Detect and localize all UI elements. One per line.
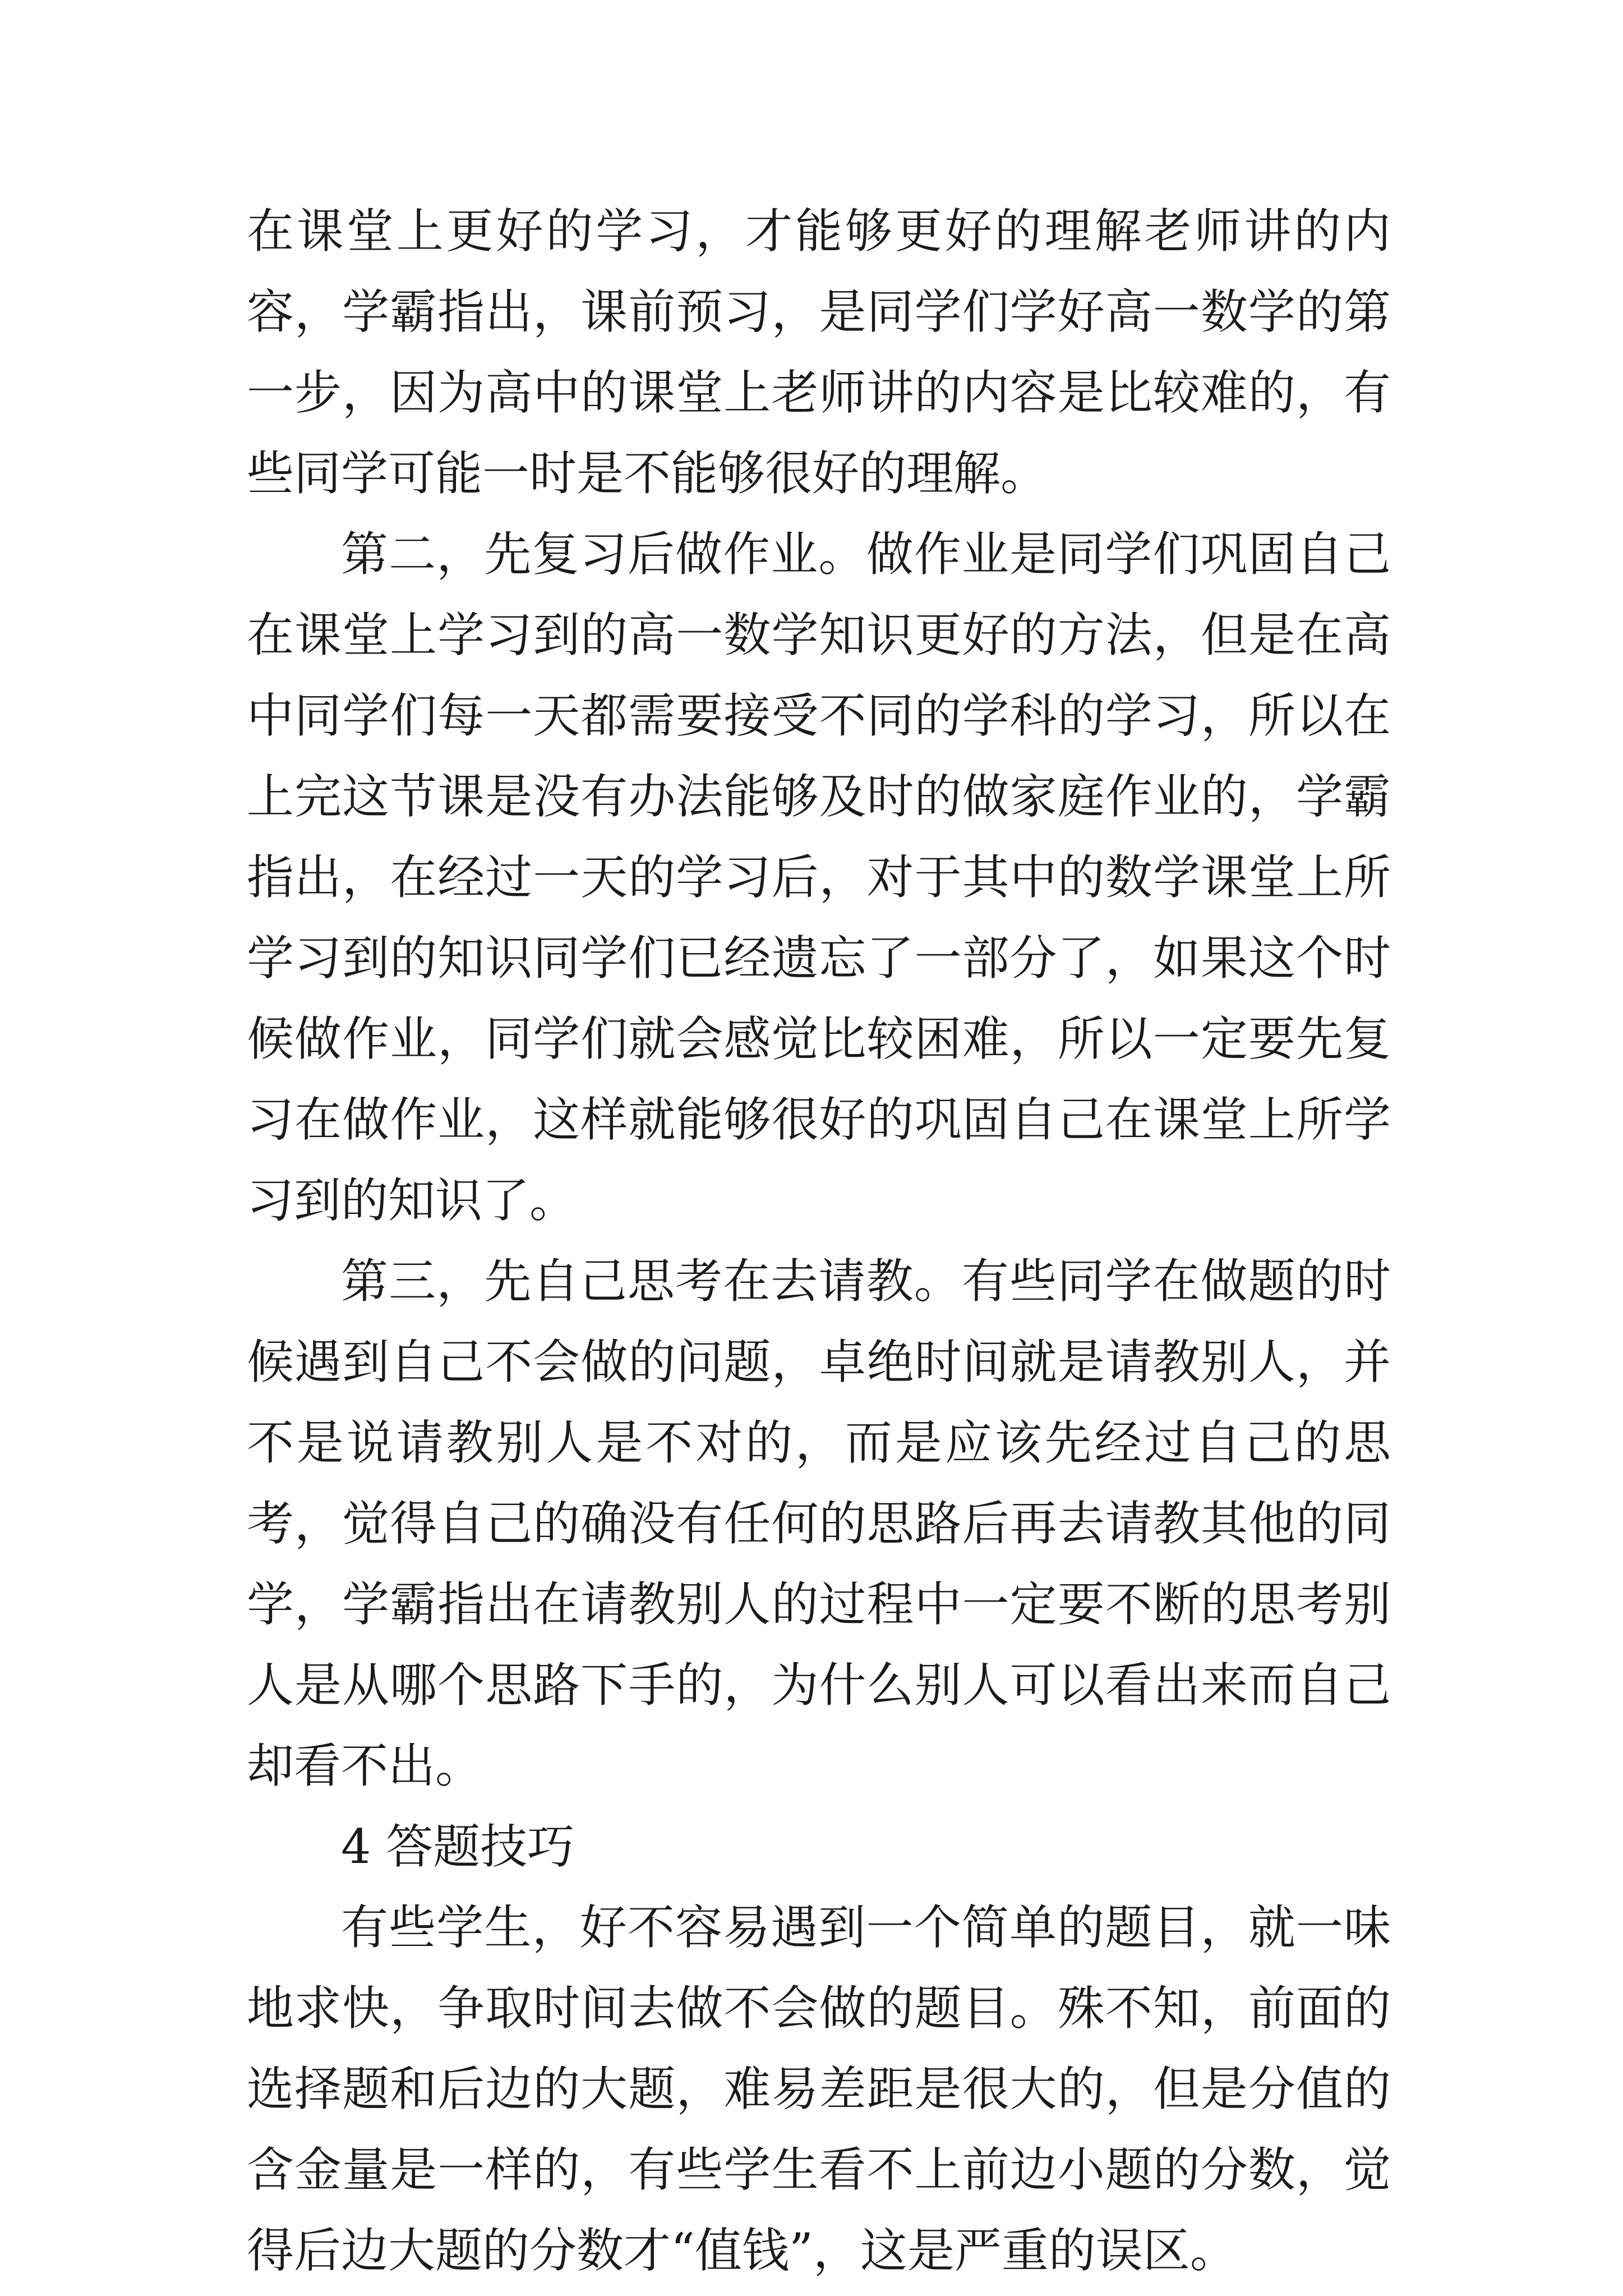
- paragraph-continuation: 在课堂上更好的学习，才能够更好的理解老师讲的内容，学霸指出，课前预习，是同学们学好高一数学的第一步，因为高中的课堂上老师讲的内容是比较难的，有些同学可能一时是不能够很好的理解。: [247, 204, 1391, 501]
- document-body: [247, 191, 1391, 2291]
- paragraph-third-point: 第三，先自己思考在去请教。有些同学在做题的时候遇到自己不会做的问题，卓绝时间就是请教别人，并不是说请教别人是不对的，而是应该先经过自己的思考，觉得自己的确没有任何的思路后再去请教其他的同学，学霸指出在请教别人的过程中一定要不断的思考别人是从哪个思路下手的，为什么别人可以看出来而自己却看不出。: [247, 1254, 1391, 1793]
- paragraph-second-point: 第二，先复习后做作业。做作业是同学们巩固自己在课堂上学习到的高一数学知识更好的方法，但是在高中同学们每一天都需要接受不同的学科的学习，所以在上完这节课是没有办法能够及时的做家庭作业的，学霸指出，在经过一天的学习后，对于其中的数学课堂上所学习到的知识同学们已经遗忘了一部分了，如果这个时候做作业，同学们就会感觉比较困难，所以一定要先复习在做作业，这样就能够很好的巩固自己在课堂上所学习到的知识了。: [247, 527, 1391, 1228]
- paragraph-answer-tips: 有些学生，好不容易遇到一个简单的题目，就一味地求快，争取时间去做不会做的题目。殊不知，前面的选择题和后边的大题，难易差距是很大的，但是分值的含金量是一样的，有些学生看不上前边小题的分数，觉得后边大题的分数才“值钱”，这是严重的误区。: [247, 1900, 1391, 2278]
- section-heading: 4 答题技巧: [341, 1819, 575, 1874]
